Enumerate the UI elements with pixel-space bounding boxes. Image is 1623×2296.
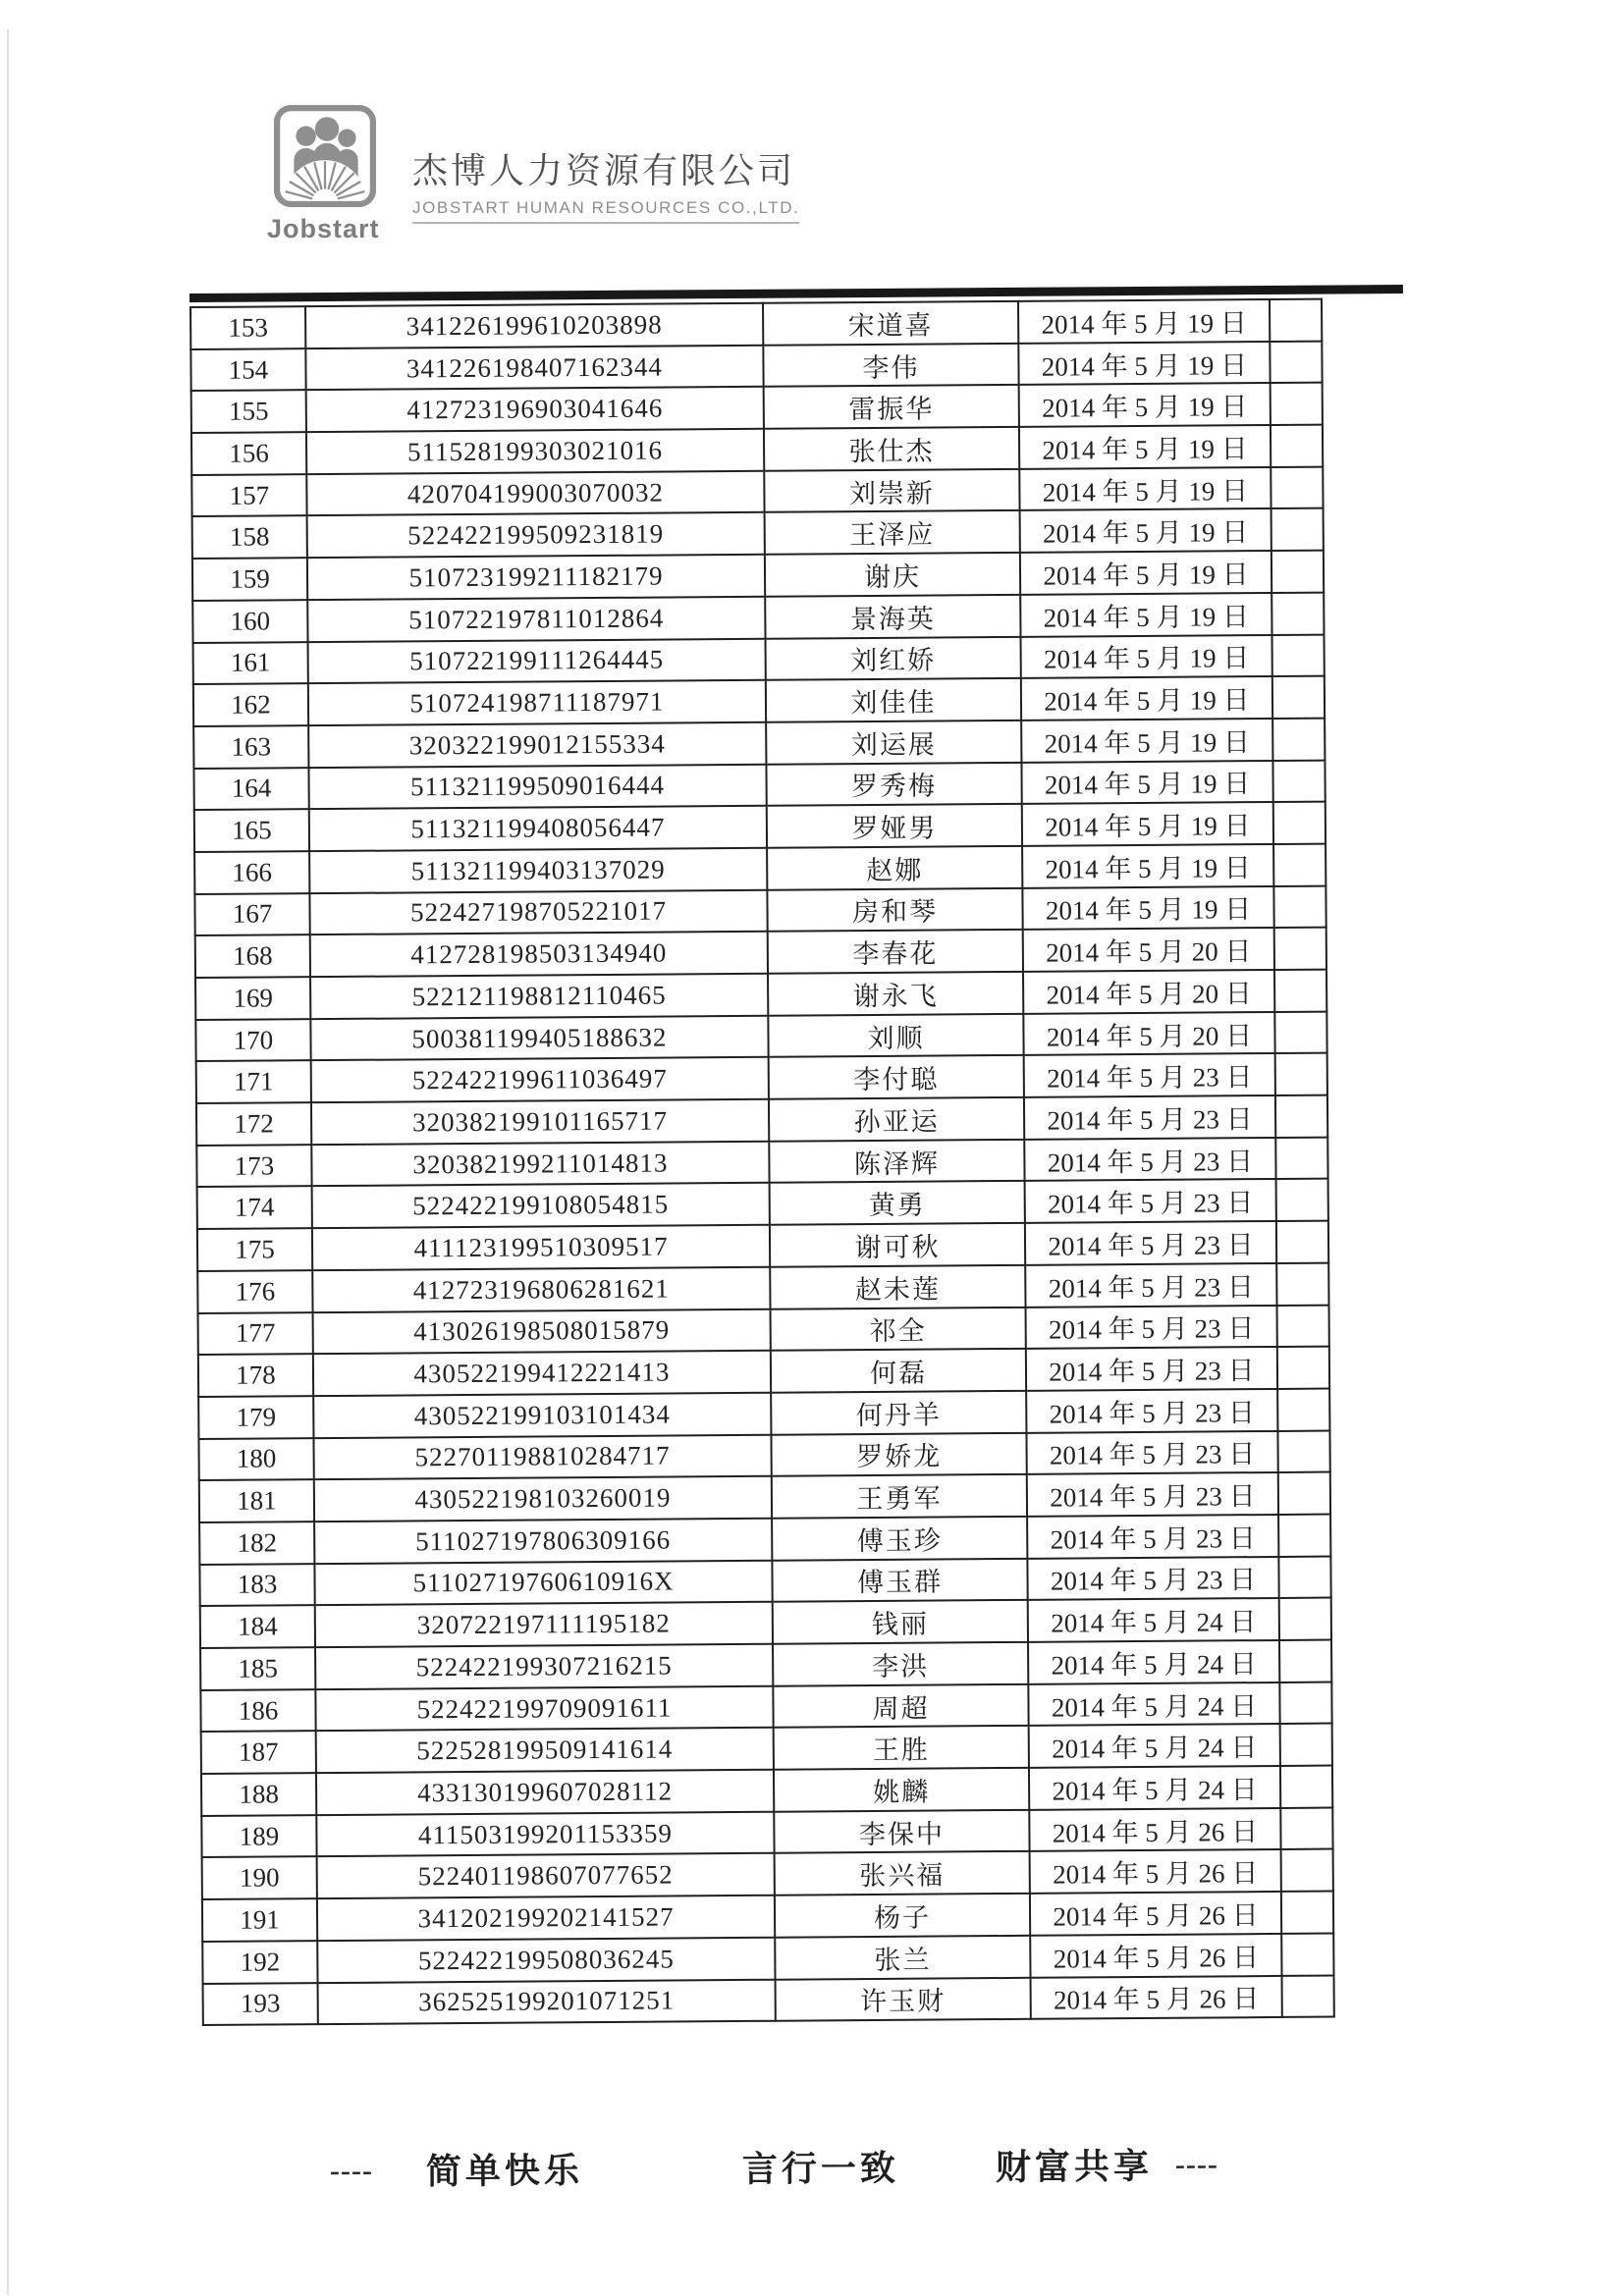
name-cell: 李春花	[768, 930, 1023, 974]
id-number-cell: 341226198407162344	[305, 345, 763, 390]
row-number-cell: 172	[196, 1102, 311, 1146]
id-number-cell: 522422199611036497	[311, 1057, 769, 1102]
name-cell: 谢永飞	[768, 972, 1023, 1016]
name-cell: 谢庆	[765, 553, 1020, 597]
date-cell: 2014 年 5 月 23 日	[1027, 1515, 1278, 1559]
name-cell: 宋道喜	[763, 301, 1018, 346]
empty-cell	[1273, 885, 1325, 928]
date-cell: 2014 年 5 月 26 日	[1030, 1892, 1281, 1936]
id-number-cell: 522422199509231819	[307, 512, 765, 558]
date-cell: 2014 年 5 月 19 日	[1020, 551, 1271, 595]
row-number-cell: 164	[193, 768, 308, 811]
id-number-cell: 522422199709091611	[315, 1685, 773, 1731]
id-number-cell: 320322199012155334	[308, 722, 766, 768]
empty-cell	[1271, 508, 1324, 551]
id-number-cell: 510723199211182179	[307, 555, 765, 600]
table-row	[203, 1975, 1334, 2025]
name-cell: 许玉财	[776, 1977, 1031, 2021]
name-cell: 房和琴	[767, 887, 1022, 932]
footer-slogan-1: 简单快乐	[425, 2151, 584, 2192]
name-cell: 赵未莲	[770, 1265, 1025, 1309]
name-cell: 刘顺	[768, 1014, 1023, 1058]
name-cell: 王勇军	[772, 1474, 1027, 1519]
empty-cell	[1281, 1849, 1333, 1892]
empty-cell	[1275, 1053, 1327, 1095]
date-cell: 2014 年 5 月 24 日	[1029, 1766, 1280, 1810]
name-cell: 王泽应	[765, 510, 1020, 555]
empty-cell	[1271, 425, 1323, 467]
name-cell: 罗娅男	[767, 804, 1022, 848]
name-cell: 周超	[773, 1684, 1028, 1729]
date-cell: 2014 年 5 月 19 日	[1019, 383, 1271, 427]
date-cell: 2014 年 5 月 19 日	[1019, 467, 1271, 511]
row-number-cell: 180	[198, 1438, 313, 1481]
date-cell: 2014 年 5 月 23 日	[1026, 1305, 1277, 1349]
date-cell: 2014 年 5 月 19 日	[1021, 634, 1272, 678]
company-name-english: JOBSTART HUMAN RESOURCES CO.,LTD.	[412, 198, 799, 224]
date-cell: 2014 年 5 月 23 日	[1025, 1221, 1276, 1265]
row-number-cell: 173	[196, 1145, 311, 1188]
empty-cell	[1272, 676, 1325, 719]
empty-cell	[1281, 1933, 1333, 1975]
name-cell: 傅玉珍	[772, 1517, 1027, 1561]
name-cell: 何丹羊	[771, 1391, 1026, 1435]
date-cell: 2014 年 5 月 23 日	[1024, 1138, 1275, 1182]
company-name-chinese: 杰博人力资源有限公司	[412, 151, 796, 190]
name-cell: 李洪	[773, 1642, 1028, 1686]
empty-cell	[1278, 1515, 1330, 1557]
name-cell: 王胜	[774, 1726, 1029, 1770]
id-number-cell: 522528199509141614	[316, 1728, 774, 1773]
name-cell: 赵娜	[767, 846, 1022, 890]
row-number-cell: 156	[191, 432, 306, 475]
name-cell: 何磊	[771, 1349, 1026, 1393]
empty-cell	[1277, 1430, 1329, 1472]
date-cell: 2014 年 5 月 26 日	[1029, 1808, 1280, 1852]
id-number-cell: 522701198810284717	[313, 1434, 771, 1479]
id-number-cell: 411123199510309517	[312, 1225, 770, 1270]
row-number-cell: 171	[196, 1061, 311, 1104]
name-cell: 景海英	[765, 595, 1020, 639]
date-cell: 2014 年 5 月 23 日	[1027, 1472, 1278, 1517]
date-cell: 2014 年 5 月 23 日	[1024, 1095, 1275, 1140]
date-cell: 2014 年 5 月 19 日	[1021, 676, 1272, 721]
empty-cell	[1278, 1556, 1330, 1598]
footer-slogan-2: 言行一致	[741, 2148, 900, 2189]
date-cell: 2014 年 5 月 23 日	[1024, 1053, 1275, 1097]
row-number-cell: 158	[192, 516, 307, 560]
row-number-cell: 190	[202, 1857, 317, 1900]
name-cell: 刘崇新	[764, 469, 1019, 513]
empty-cell	[1279, 1598, 1331, 1640]
id-number-cell: 320722197111195182	[315, 1602, 773, 1647]
id-number-cell: 430522198103260019	[314, 1476, 772, 1522]
row-number-cell: 182	[199, 1522, 314, 1565]
row-number-cell: 154	[190, 348, 305, 392]
id-number-cell: 51102719760610916X	[314, 1560, 772, 1605]
name-cell: 陈泽辉	[769, 1140, 1024, 1184]
empty-cell	[1277, 1388, 1329, 1430]
empty-cell	[1280, 1766, 1332, 1808]
row-number-cell: 185	[200, 1647, 315, 1690]
date-cell: 2014 年 5 月 23 日	[1027, 1557, 1278, 1601]
id-number-cell: 413026198508015879	[313, 1308, 771, 1354]
id-number-cell: 420704199003070032	[306, 471, 764, 516]
id-number-cell: 522401198607077652	[317, 1853, 775, 1898]
id-number-cell: 511321199509016444	[308, 764, 766, 809]
date-cell: 2014 年 5 月 19 日	[1022, 886, 1273, 931]
empty-cell	[1271, 551, 1324, 593]
date-cell: 2014 年 5 月 26 日	[1030, 1849, 1281, 1894]
roster-table-body	[190, 299, 1334, 2026]
row-number-cell: 167	[194, 893, 309, 936]
empty-cell	[1270, 341, 1322, 383]
id-number-cell: 320382199101165717	[311, 1099, 769, 1145]
id-number-cell: 510722199111264445	[308, 638, 766, 683]
date-cell: 2014 年 5 月 24 日	[1028, 1598, 1279, 1642]
name-cell: 罗秀梅	[766, 762, 1021, 806]
name-cell: 李付聪	[769, 1055, 1024, 1099]
empty-cell	[1274, 1011, 1326, 1053]
row-number-cell: 170	[195, 1019, 310, 1062]
footer-slogans	[14, 2135, 1623, 2196]
empty-cell	[1282, 1975, 1334, 2017]
empty-cell	[1280, 1807, 1332, 1849]
row-number-cell: 178	[198, 1354, 313, 1397]
date-cell: 2014 年 5 月 20 日	[1023, 970, 1274, 1014]
id-number-cell: 522121198812110465	[310, 974, 768, 1019]
date-cell: 2014 年 5 月 23 日	[1025, 1179, 1276, 1223]
name-cell: 谢可秋	[770, 1223, 1025, 1267]
empty-cell	[1276, 1262, 1328, 1305]
row-number-cell: 192	[202, 1941, 317, 1984]
row-number-cell: 188	[201, 1773, 316, 1816]
id-number-cell: 362525199201071251	[318, 1979, 776, 2024]
row-number-cell: 187	[201, 1732, 316, 1775]
name-cell: 姚麟	[774, 1768, 1029, 1812]
row-number-cell: 175	[197, 1228, 312, 1271]
row-number-cell: 177	[198, 1312, 313, 1356]
empty-cell	[1278, 1472, 1330, 1515]
date-cell: 2014 年 5 月 23 日	[1026, 1431, 1277, 1475]
name-cell: 李保中	[774, 1810, 1029, 1854]
empty-cell	[1280, 1724, 1332, 1766]
row-number-cell: 174	[197, 1187, 312, 1230]
name-cell: 罗娇龙	[771, 1432, 1026, 1476]
date-cell: 2014 年 5 月 19 日	[1022, 802, 1273, 846]
date-cell: 2014 年 5 月 24 日	[1029, 1724, 1280, 1768]
row-number-cell: 189	[201, 1815, 316, 1858]
logo-wordmark: Jobstart	[267, 214, 380, 243]
name-cell: 张仕杰	[764, 427, 1019, 471]
name-cell: 杨子	[775, 1894, 1030, 1938]
row-number-cell: 181	[199, 1479, 314, 1522]
date-cell: 2014 年 5 月 19 日	[1021, 761, 1272, 805]
row-number-cell: 168	[195, 934, 310, 978]
id-number-cell: 430522199412221413	[313, 1351, 771, 1396]
id-number-cell: 500381199405188632	[310, 1015, 768, 1060]
row-number-cell: 179	[198, 1396, 313, 1439]
row-number-cell: 155	[191, 391, 306, 434]
date-cell: 2014 年 5 月 26 日	[1031, 1975, 1282, 2019]
id-number-cell: 511321199403137029	[309, 848, 767, 893]
empty-cell	[1271, 634, 1324, 676]
row-number-cell: 191	[202, 1898, 317, 1942]
row-number-cell: 153	[190, 306, 305, 349]
date-cell: 2014 年 5 月 20 日	[1023, 928, 1274, 972]
row-number-cell: 165	[194, 809, 309, 852]
date-cell: 2014 年 5 月 23 日	[1025, 1263, 1276, 1308]
id-number-cell: 522422199108054815	[312, 1183, 770, 1228]
row-number-cell: 162	[193, 683, 308, 726]
footer-slogan-3: 财富共享	[995, 2146, 1154, 2188]
row-number-cell: 186	[200, 1689, 315, 1733]
id-number-cell: 511027197806309166	[314, 1519, 772, 1564]
row-number-cell: 157	[191, 474, 306, 517]
name-cell: 李伟	[763, 344, 1018, 388]
name-cell: 张兰	[775, 1936, 1030, 1980]
date-cell: 2014 年 5 月 19 日	[1019, 425, 1271, 469]
id-number-cell: 510722197811012864	[307, 597, 765, 642]
date-cell: 2014 年 5 月 19 日	[1020, 593, 1271, 637]
row-number-cell: 166	[194, 851, 309, 894]
id-number-cell: 411503199201153359	[316, 1811, 774, 1856]
empty-cell	[1271, 383, 1323, 425]
name-cell: 黄勇	[770, 1181, 1025, 1225]
empty-cell	[1271, 466, 1323, 508]
id-number-cell: 341226199610203898	[305, 303, 763, 348]
row-number-cell: 159	[192, 558, 307, 601]
footer-dashes-left: ----	[329, 2154, 374, 2188]
name-cell: 钱丽	[773, 1600, 1028, 1644]
date-cell: 2014 年 5 月 23 日	[1026, 1389, 1277, 1433]
name-cell: 刘红娇	[766, 636, 1021, 680]
row-number-cell: 184	[200, 1605, 315, 1648]
name-cell: 祁全	[771, 1307, 1026, 1351]
roster-table	[189, 298, 1335, 2027]
id-number-cell: 320382199211014813	[311, 1141, 769, 1186]
name-cell: 张兴福	[775, 1851, 1030, 1896]
date-cell: 2014 年 5 月 26 日	[1030, 1934, 1281, 1978]
id-number-cell: 510724198711187971	[308, 680, 766, 725]
empty-cell	[1271, 592, 1324, 634]
empty-cell	[1270, 299, 1322, 342]
row-number-cell: 163	[193, 725, 308, 769]
empty-cell	[1273, 844, 1325, 886]
id-number-cell: 522427198705221017	[309, 889, 767, 934]
empty-cell	[1274, 928, 1326, 970]
date-cell: 2014 年 5 月 23 日	[1026, 1347, 1277, 1391]
date-cell: 2014 年 5 月 24 日	[1028, 1640, 1279, 1684]
id-number-cell: 433130199607028112	[316, 1770, 774, 1815]
name-cell: 刘运展	[766, 721, 1021, 765]
date-cell: 2014 年 5 月 19 日	[1022, 844, 1273, 888]
id-number-cell: 511321199408056447	[309, 806, 767, 851]
name-cell: 刘佳佳	[766, 678, 1021, 722]
id-number-cell: 430522199103101434	[313, 1393, 771, 1438]
empty-cell	[1277, 1347, 1329, 1389]
empty-cell	[1272, 760, 1325, 802]
row-number-cell: 176	[197, 1270, 312, 1313]
id-number-cell: 412728198503134940	[310, 932, 768, 977]
empty-cell	[1276, 1221, 1328, 1263]
date-cell: 2014 年 5 月 19 日	[1018, 299, 1270, 344]
empty-cell	[1279, 1640, 1331, 1682]
name-cell: 雷振华	[764, 385, 1019, 429]
empty-cell	[1277, 1305, 1329, 1347]
name-cell: 傅玉群	[772, 1558, 1027, 1602]
id-number-cell: 412723196903041646	[306, 387, 764, 432]
date-cell: 2014 年 5 月 24 日	[1028, 1682, 1279, 1727]
id-number-cell: 522422199307216215	[315, 1644, 773, 1689]
empty-cell	[1276, 1179, 1328, 1221]
row-number-cell: 169	[195, 977, 310, 1020]
empty-cell	[1273, 802, 1325, 844]
date-cell: 2014 年 5 月 19 日	[1018, 342, 1270, 386]
date-cell: 2014 年 5 月 20 日	[1023, 1012, 1274, 1056]
id-number-cell: 511528199303021016	[306, 429, 764, 474]
empty-cell	[1275, 1137, 1327, 1179]
empty-cell	[1279, 1682, 1331, 1724]
empty-cell	[1275, 1095, 1327, 1138]
row-number-cell: 183	[199, 1564, 314, 1607]
empty-cell	[1281, 1892, 1333, 1934]
id-number-cell: 341202199202141527	[317, 1896, 775, 1941]
row-number-cell: 160	[192, 600, 307, 643]
empty-cell	[1274, 970, 1326, 1012]
footer-dashes-right: ----	[1174, 2148, 1219, 2181]
name-cell: 孙亚运	[769, 1097, 1024, 1142]
id-number-cell: 412723196806281621	[312, 1267, 770, 1312]
row-number-cell: 161	[193, 642, 308, 685]
row-number-cell: 193	[203, 1983, 318, 2026]
empty-cell	[1272, 718, 1325, 760]
id-number-cell: 522422199508036245	[317, 1938, 775, 1983]
date-cell: 2014 年 5 月 19 日	[1020, 508, 1271, 553]
date-cell: 2014 年 5 月 19 日	[1021, 719, 1272, 763]
